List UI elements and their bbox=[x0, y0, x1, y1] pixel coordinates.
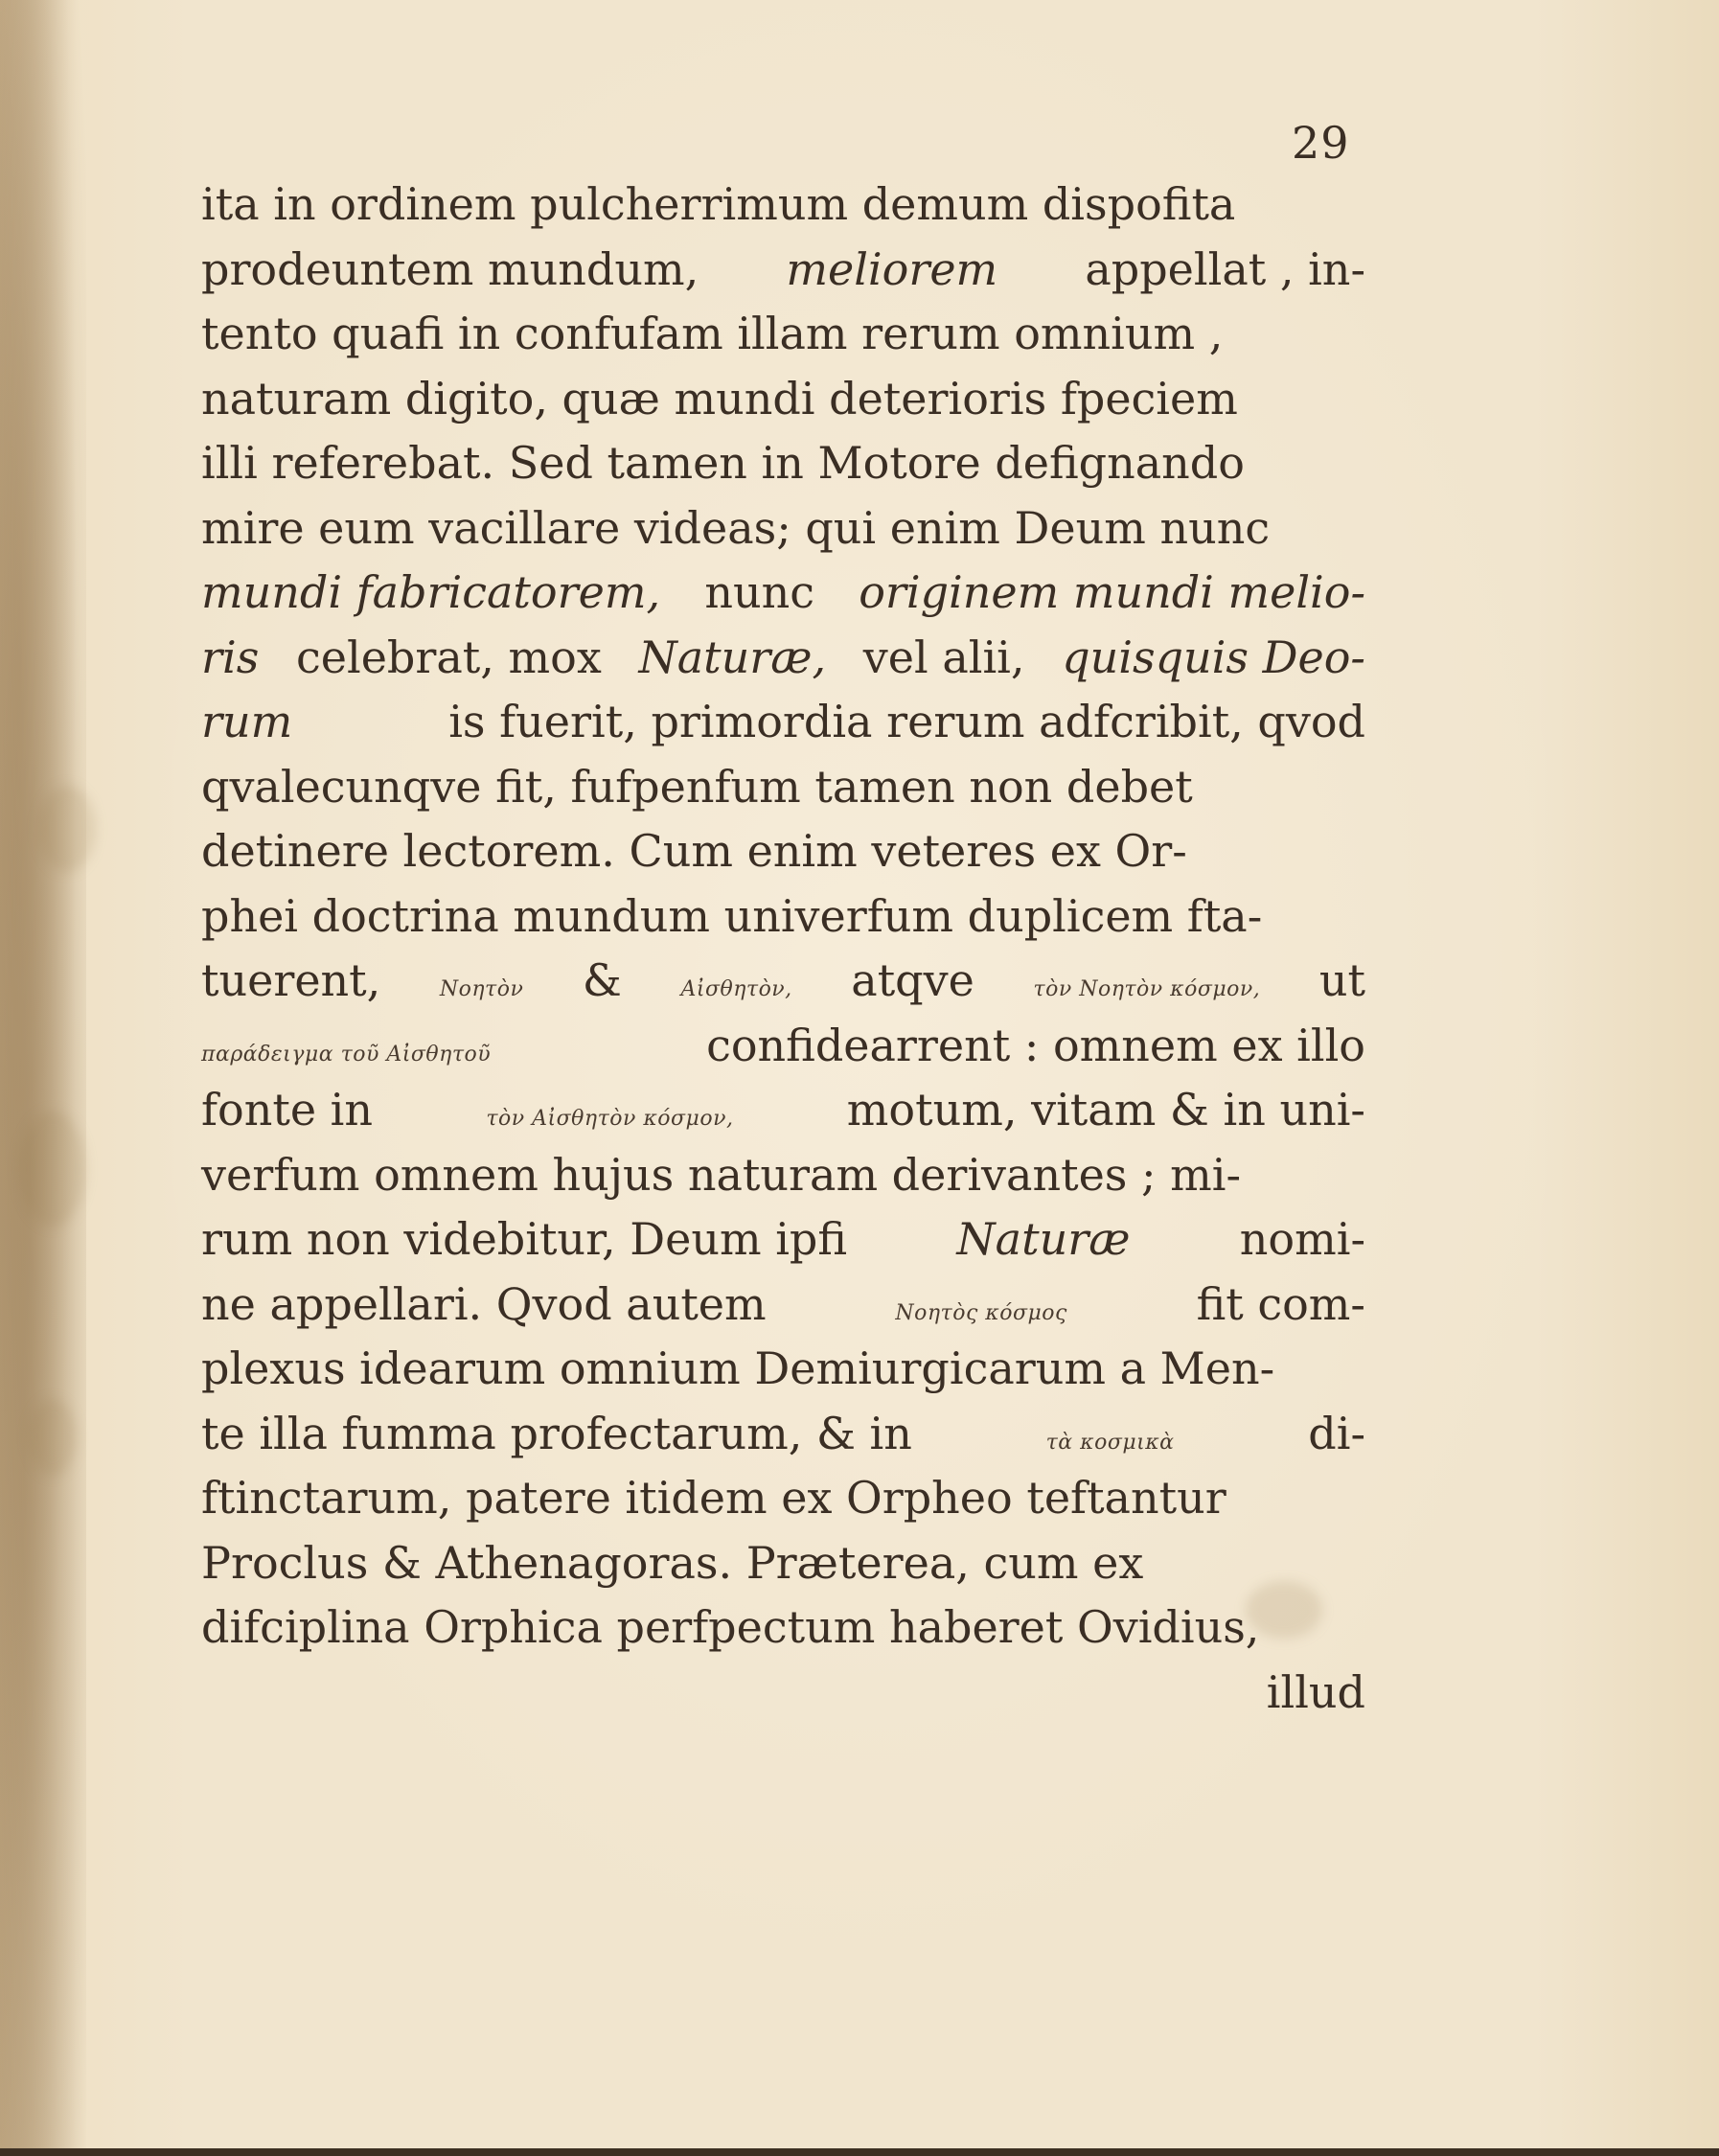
text-segment: nunc bbox=[704, 566, 814, 618]
text-segment: difciplina Orphica perfpectum haberet Ovidius, bbox=[201, 1601, 1260, 1653]
text-segment: verfum omnem hujus naturam derivantes ; mi- bbox=[201, 1148, 1242, 1201]
greek-phrase: τὸν Νοητὸν κόσμον, bbox=[1033, 977, 1261, 1001]
text-segment: rum non videbitur, Deum ipfi bbox=[201, 1213, 848, 1265]
text-line bbox=[201, 1207, 1365, 1273]
text-segment: plexus idearum omnium Demiurgicarum a Men- bbox=[201, 1342, 1275, 1394]
text-segment: tento quafi in confufam illam rerum omnium , bbox=[201, 308, 1224, 359]
greek-phrase: τὰ κοσμικὰ bbox=[1045, 1430, 1175, 1455]
text-line bbox=[201, 172, 1365, 238]
text-segment: confidearrent : omnem ex illo bbox=[706, 1019, 1365, 1071]
text-segment: fonte in bbox=[201, 1084, 374, 1135]
text-segment: prodeuntem mundum, bbox=[201, 242, 699, 295]
italic-phrase: mundi fabricatorem, bbox=[201, 566, 661, 618]
foxing-stain bbox=[29, 1399, 77, 1476]
text-segment: fit com- bbox=[1196, 1277, 1365, 1330]
greek-phrase: Νοητὸν bbox=[439, 977, 524, 1001]
text-line bbox=[201, 884, 1365, 950]
text-segment: atqve bbox=[851, 954, 974, 1006]
italic-phrase: ris bbox=[201, 631, 260, 683]
text-line bbox=[201, 1078, 1365, 1143]
text-line bbox=[201, 238, 1365, 303]
greek-phrase: Νοητὸς κόσμος bbox=[895, 1300, 1067, 1325]
text-segment: di- bbox=[1308, 1407, 1365, 1459]
italic-phrase: rum bbox=[201, 696, 293, 747]
italic-phrase: Naturæ, bbox=[638, 631, 827, 683]
text-line bbox=[201, 302, 1365, 367]
page-bottom-edge bbox=[0, 2148, 1719, 2156]
text-segment: te illa fumma profectarum, & in bbox=[201, 1407, 912, 1459]
text-segment: phei doctrina mundum univerfum duplicem fta- bbox=[201, 889, 1263, 942]
italic-phrase: originem mundi melio- bbox=[859, 566, 1365, 618]
foxing-stain bbox=[19, 1112, 86, 1227]
italic-phrase: quisquis Deo- bbox=[1062, 631, 1365, 683]
text-line bbox=[201, 1143, 1365, 1208]
text-line bbox=[201, 1466, 1365, 1531]
text-line bbox=[201, 1531, 1365, 1596]
text-line bbox=[201, 949, 1365, 1014]
text-line bbox=[201, 1402, 1365, 1467]
text-segment: detinere lectorem. Cum enim veteres ex Or- bbox=[201, 825, 1187, 877]
foxing-stain bbox=[38, 786, 96, 872]
text-line bbox=[201, 1595, 1365, 1661]
greek-phrase: Αἰσθητὸν, bbox=[680, 977, 792, 1001]
binding-edge-stain bbox=[0, 0, 86, 2156]
italic-phrase: Naturæ bbox=[956, 1213, 1131, 1265]
text-segment: qvalecunqve fit, fufpenfum tamen non debet bbox=[201, 760, 1193, 813]
text-segment: ftinctarum, patere itidem ex Orpheo teftantur bbox=[201, 1472, 1226, 1524]
text-segment: tuerent, bbox=[201, 954, 381, 1006]
text-line bbox=[201, 367, 1365, 432]
catchword: illud bbox=[1266, 1665, 1365, 1718]
text-line bbox=[201, 431, 1365, 496]
text-segment: illi referebat. Sed tamen in Motore defignando bbox=[201, 437, 1245, 489]
text-segment: mire eum vacillare videas; qui enim Deum nunc bbox=[201, 501, 1271, 554]
text-segment: is fuerit, primordia rerum adfcribit, qvod bbox=[448, 696, 1365, 747]
page-number: 29 bbox=[1292, 117, 1350, 169]
text-segment: ut bbox=[1318, 954, 1365, 1006]
greek-phrase: παράδειγμα τοῦ Αἰσθητοῦ bbox=[201, 1042, 492, 1067]
text-line bbox=[201, 819, 1365, 884]
text-segment: motum, vitam & in uni- bbox=[846, 1084, 1365, 1135]
text-segment: & bbox=[582, 954, 622, 1006]
text-line bbox=[201, 561, 1365, 626]
text-segment: Proclus & Athenagoras. Præterea, cum ex bbox=[201, 1536, 1144, 1589]
catchword-line bbox=[201, 1661, 1365, 1726]
text-line bbox=[201, 496, 1365, 562]
text-line bbox=[201, 755, 1365, 820]
text-line bbox=[201, 690, 1365, 755]
text-segment: appellat , in- bbox=[1085, 242, 1365, 295]
greek-phrase: τὸν Αἰσθητὸν κόσμον, bbox=[486, 1107, 734, 1131]
text-segment: nomi- bbox=[1239, 1213, 1365, 1265]
text-segment: naturam digito, quæ mundi deterioris fpeciem bbox=[201, 372, 1238, 424]
body-text bbox=[201, 172, 1365, 1725]
text-line bbox=[201, 1273, 1365, 1338]
text-segment: vel alii, bbox=[862, 631, 1025, 683]
text-line bbox=[201, 1014, 1365, 1079]
italic-phrase: meliorem bbox=[786, 242, 998, 295]
text-line bbox=[201, 1337, 1365, 1402]
text-segment: celebrat, mox bbox=[296, 631, 602, 683]
text-line bbox=[201, 626, 1365, 691]
text-segment: ita in ordinem pulcherrimum demum dispofita bbox=[201, 178, 1236, 230]
text-segment: ne appellari. Qvod autem bbox=[201, 1277, 767, 1330]
